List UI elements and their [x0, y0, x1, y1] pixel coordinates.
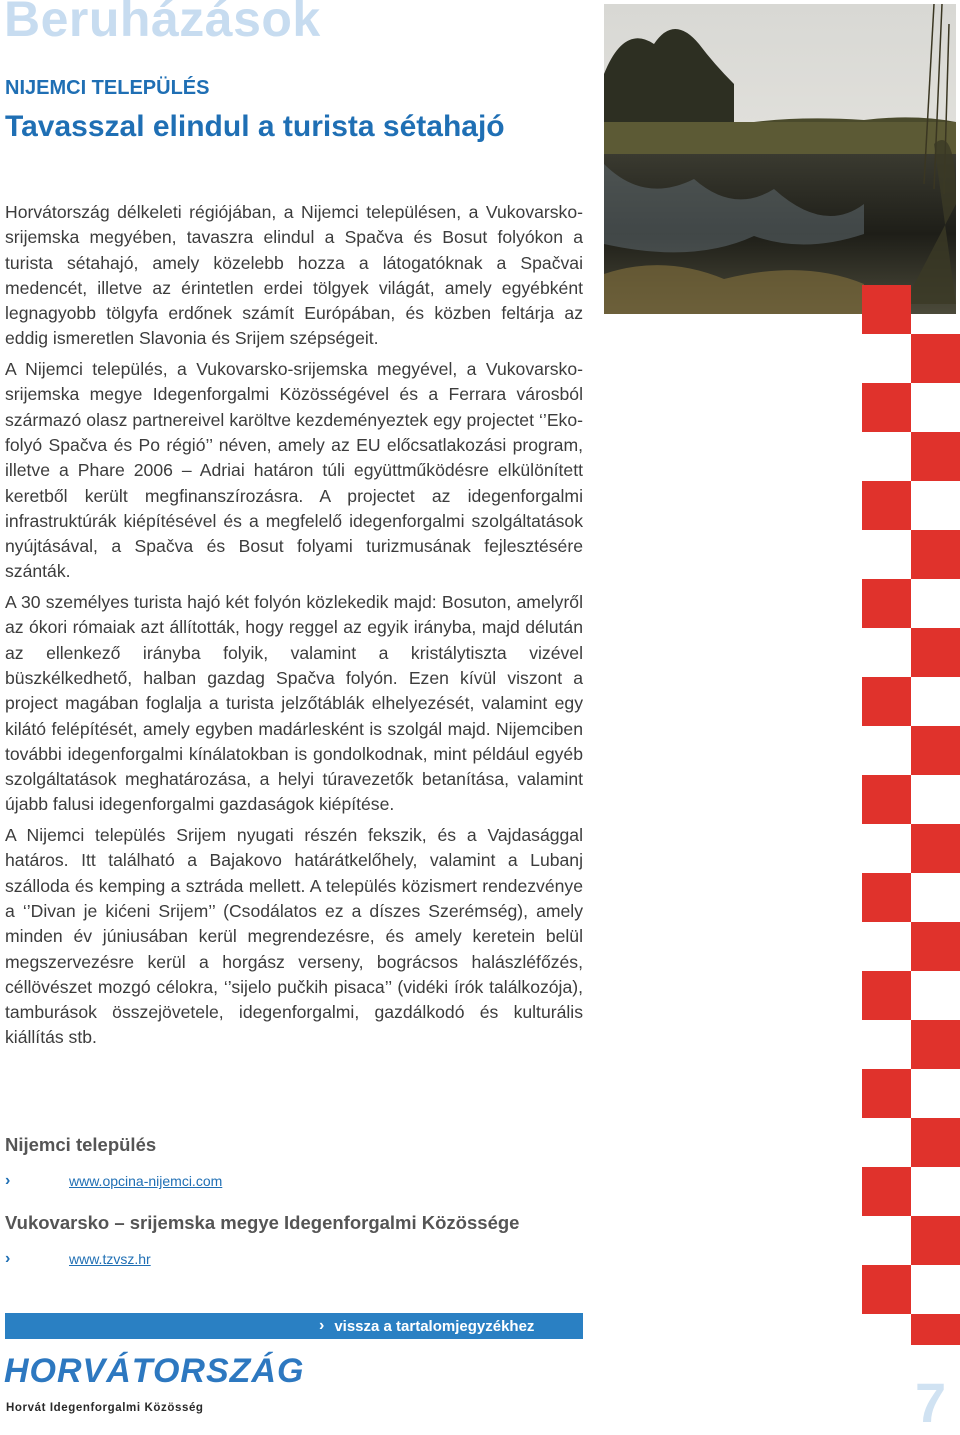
- checker-square: [911, 1216, 960, 1265]
- article-paragraph: A 30 személyes turista hajó két folyón közlekedik majd: Bosuton, amelyről az ókori rómaiak azt állították, hogy reggel az egyik irányba, majd délután az ellenkező irányba folyik, valamint a kristálytiszta vizével büszkélkedhető, halban gazdag Spačva folyón. Ezen kívül viszont a project magában foglalja a turista jelzőtáblák elhelyezését, valamint egy kilátó felépítését, amely egyben madárlesként is szolgál majd. Nijemciben további idegenforgalmi kínálatokban is gondolkodnak, mint például egyéb szolgáltatások meghatározása, a helyi túravezetők betanítása, valamint újabb falusi idegenforgalmi gazdaságok kiépítése.: [5, 592, 583, 815]
- logo-tagline: Horvát Idegenforgalmi Közösség: [6, 1402, 204, 1414]
- checker-square: [911, 530, 960, 579]
- article-body: [5, 200, 583, 1056]
- logo-wordmark: HORVÁTORSZÁG: [4, 1352, 305, 1390]
- checker-square: [911, 1118, 960, 1167]
- checker-square: [911, 824, 960, 873]
- article-paragraph: A Nijemci település Srijem nyugati részén fekszik, és a Vajdasággal határos. Itt található a Bajakovo határátkelőhely, valamint a Lubanj szálloda és kemping a sztráda mellett. A település közismert rendezvénye a ‘’Divan je kićeni Srijem’’ (Csodálatos ez a díszes Szerémség), amely minden év júniusában kerül megrendezésre, és amely keretein belül megszervezésre kerül a horgász verseny, bográcsos halászléfőzés, céllövészet mozgó célokra, ‘’sijelo pučkih pisaca’’ (vidéki írók találkozója), tamburások összejövetele, idegenforgalmi, gazdálkodó és kulturális kiállítás stb.: [5, 825, 583, 1048]
- contact-title: Vukovarsko – srijemska megye Idegenforgalmi Közössége: [5, 1212, 520, 1233]
- chevron-right-icon: ›: [319, 1317, 325, 1334]
- contact-link[interactable]: www.tzvsz.hr: [69, 1251, 151, 1267]
- checker-square: [911, 922, 960, 971]
- contact-link-row: [5, 1172, 605, 1190]
- checker-square: [862, 1069, 911, 1118]
- checker-square: [911, 334, 960, 383]
- contact-item: [5, 1208, 605, 1268]
- chevron-right-icon: ›: [5, 1172, 11, 1189]
- article-headline: Tavasszal elindul a turista sétahajó: [5, 110, 505, 143]
- checker-square: [862, 383, 911, 432]
- back-to-contents-button[interactable]: [5, 1313, 583, 1339]
- checker-square: [862, 1167, 911, 1216]
- checker-square: [862, 775, 911, 824]
- checker-square: [911, 726, 960, 775]
- contact-link[interactable]: www.opcina-nijemci.com: [69, 1173, 223, 1189]
- logo: [4, 1350, 305, 1426]
- checker-square: [911, 432, 960, 481]
- checker-square: [862, 873, 911, 922]
- checker-square: [862, 579, 911, 628]
- article-kicker: NIJEMCI TELEPÜLÉS: [5, 77, 210, 99]
- checker-square: [911, 1020, 960, 1069]
- checker-square: [862, 971, 911, 1020]
- article-paragraph: Horvátország délkeleti régiójában, a Nijemci településen, a Vukovarsko-srijemska megyében, tavaszra elindul a Spačva és Bosut folyókon a turista sétahajó, amely közelebb hozza a látogatóknak a Spačvai medencét, illetve az érintetlen erdei tölgyek világát, amely egyébként legnagyobb tölgyfa erdőnek számít Európában, és közben feltárja az eddig ismeretlen Slavonia és Srijem szépségeit.: [5, 202, 583, 349]
- checkerboard-decoration: [862, 285, 960, 1345]
- river-photo: [604, 4, 956, 314]
- checker-square: [862, 481, 911, 530]
- page-number: 7: [915, 1371, 947, 1434]
- contact-title: Nijemci település: [5, 1134, 157, 1155]
- section-title: Beruházások: [4, 0, 321, 47]
- contact-item: [5, 1130, 605, 1190]
- checker-square: [862, 285, 911, 334]
- article-paragraph: A Nijemci település, a Vukovarsko-srijemska megyével, a Vukovarsko-srijemska megye Idegenforgalmi Közösségével és a Ferrara városból származó olasz partnereivel karöltve kezdeményeztek egy projectet ‘’Eko-folyó Spačva és Po régió’’ néven, amely az EU előcsatlakozási program, illetve a Phare 2006 – Adriai határon túli együttműködésre elkülönített keretből került megfinanszírozásra. A projectet az idegenforgalmi infrastruktúrák kiépítésével és a megfelelő idegenforgalmi szolgáltatások nyújtásával, a Spačva és Bosut folyami turizmusának fejlesztésére szánták.: [5, 359, 583, 582]
- checker-square: [862, 677, 911, 726]
- contact-link-row: [5, 1250, 605, 1268]
- chevron-right-icon: ›: [5, 1250, 11, 1267]
- checker-square: [862, 1265, 911, 1314]
- river-photo-image: [604, 4, 956, 314]
- back-to-contents-label: vissza a tartalomjegyzékhez: [334, 1317, 535, 1335]
- checker-square: [911, 1314, 960, 1345]
- checker-square: [911, 628, 960, 677]
- contact-list: [5, 1130, 605, 1286]
